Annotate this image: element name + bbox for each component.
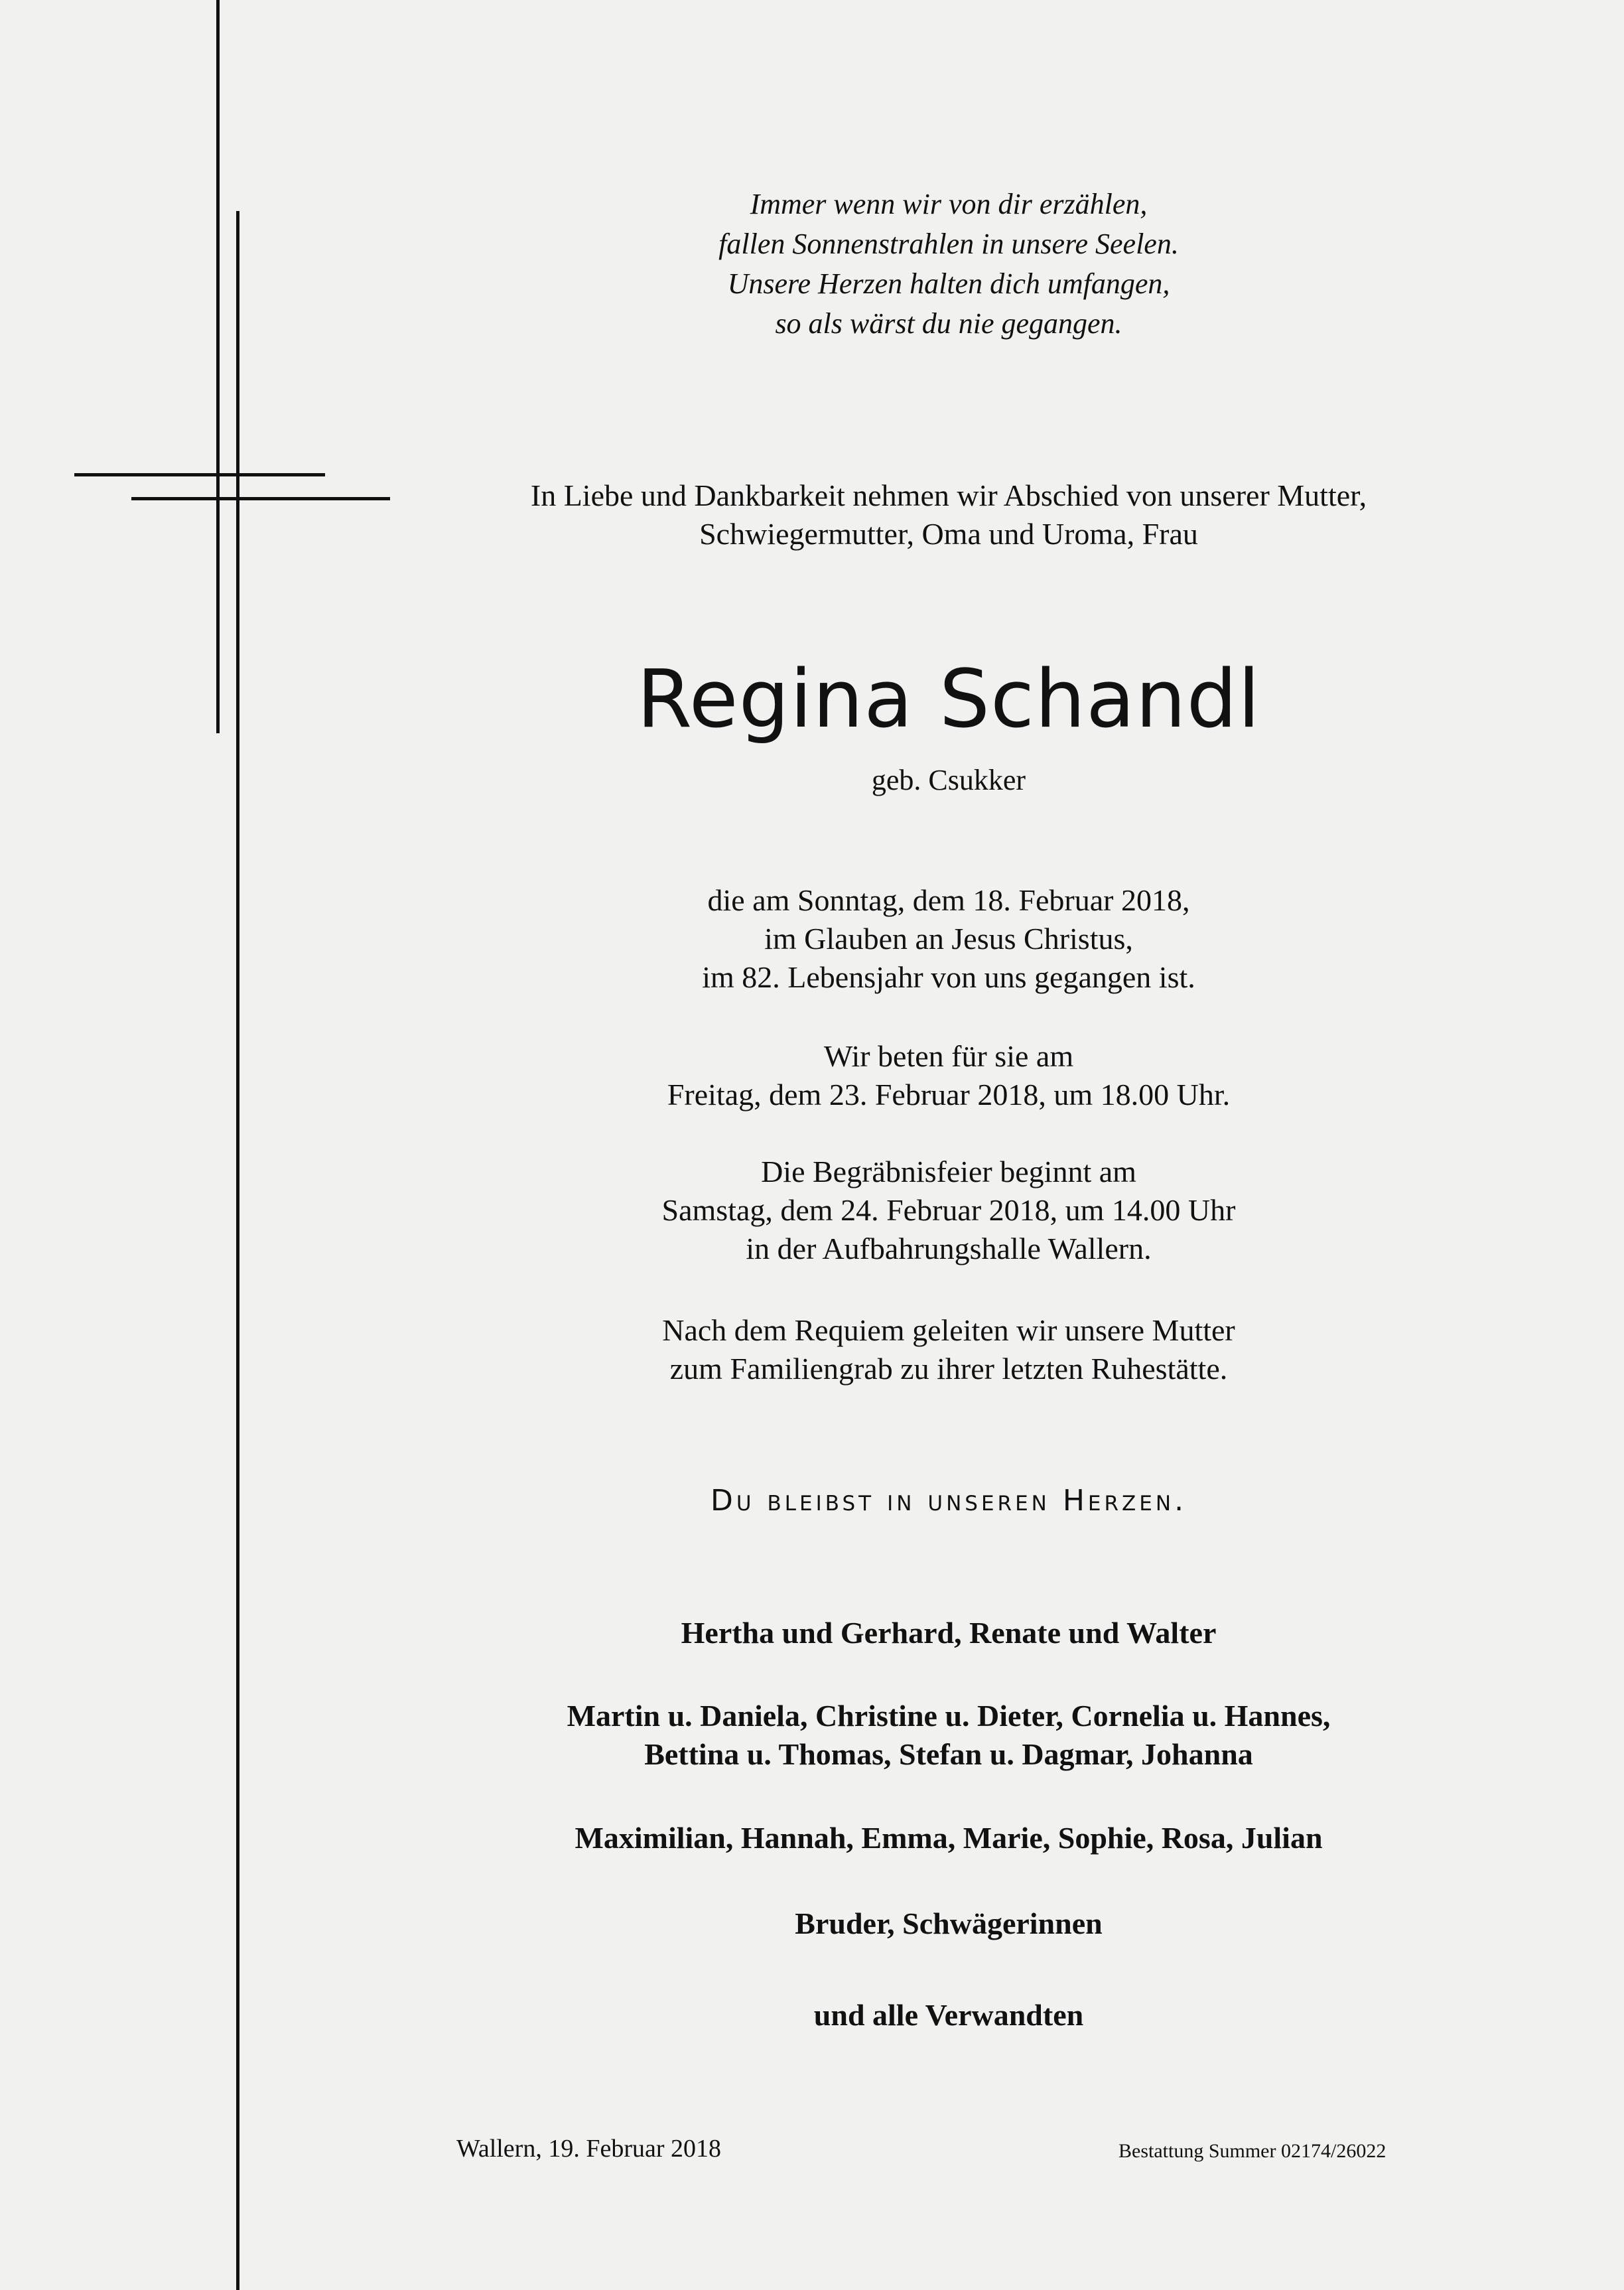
funeral-line: in der Aufbahrungshalle Wallern. — [746, 1232, 1152, 1265]
death-line: im Glauben an Jesus Christus, — [764, 922, 1133, 956]
requiem-notice — [438, 1311, 1459, 1388]
prayer-notice — [438, 1037, 1459, 1114]
death-line: im 82. Lebensjahr von uns gegangen ist. — [702, 960, 1195, 994]
prayer-line: Freitag, dem 23. Februar 2018, um 18.00 Uhr. — [667, 1078, 1231, 1111]
place-date: Wallern, 19. Februar 2018 — [456, 2135, 721, 2163]
intro-line: Schwiegermutter, Oma und Uroma, Frau — [699, 517, 1198, 551]
mourners-relatives: und alle Verwandten — [813, 1998, 1084, 2032]
poem-line: Unsere Herzen halten dich umfangen, — [727, 267, 1170, 300]
prayer-line: Wir beten für sie am — [823, 1039, 1074, 1073]
death-line: die am Sonntag, dem 18. Februar 2018, — [707, 883, 1190, 917]
maiden-name: geb. Csukker — [871, 764, 1026, 796]
grandchildren-line: Martin u. Daniela, Christine u. Dieter, Cornelia u. Hannes, — [567, 1699, 1331, 1733]
deceased-name: Regina Schandl — [636, 654, 1261, 746]
death-notice — [438, 881, 1459, 997]
poem-line: Immer wenn wir von dir erzählen, — [750, 188, 1148, 220]
mourners-grandchildren — [438, 1697, 1459, 1774]
mourners-children: Hertha und Gerhard, Renate und Walter — [681, 1616, 1217, 1650]
undertaker-info: Bestattung Summer 02174/26022 — [1118, 2140, 1387, 2162]
memorial-poem — [438, 184, 1459, 344]
poem-line: so als wärst du nie gegangen. — [775, 307, 1122, 340]
requiem-line: zum Familiengrab zu ihrer letzten Ruhestätte. — [669, 1352, 1228, 1386]
farewell-intro — [438, 476, 1459, 553]
funeral-line: Die Begräbnisfeier beginnt am — [761, 1155, 1136, 1188]
funeral-line: Samstag, dem 24. Februar 2018, um 14.00 Uhr — [661, 1193, 1236, 1227]
mourners-great-grandchildren: Maximilian, Hannah, Emma, Marie, Sophie, Rosa, Julian — [575, 1821, 1323, 1855]
motto: Du bleibst in unseren Herzen. — [710, 1484, 1187, 1518]
funeral-notice — [438, 1153, 1459, 1268]
mourners-siblings: Bruder, Schwägerinnen — [795, 1906, 1103, 1940]
grandchildren-line: Bettina u. Thomas, Stefan u. Dagmar, Johanna — [644, 1737, 1253, 1771]
intro-line: In Liebe und Dankbarkeit nehmen wir Abschied von unserer Mutter, — [530, 478, 1367, 512]
poem-line: fallen Sonnenstrahlen in unsere Seelen. — [718, 228, 1179, 260]
requiem-line: Nach dem Requiem geleiten wir unsere Mutter — [662, 1313, 1235, 1347]
